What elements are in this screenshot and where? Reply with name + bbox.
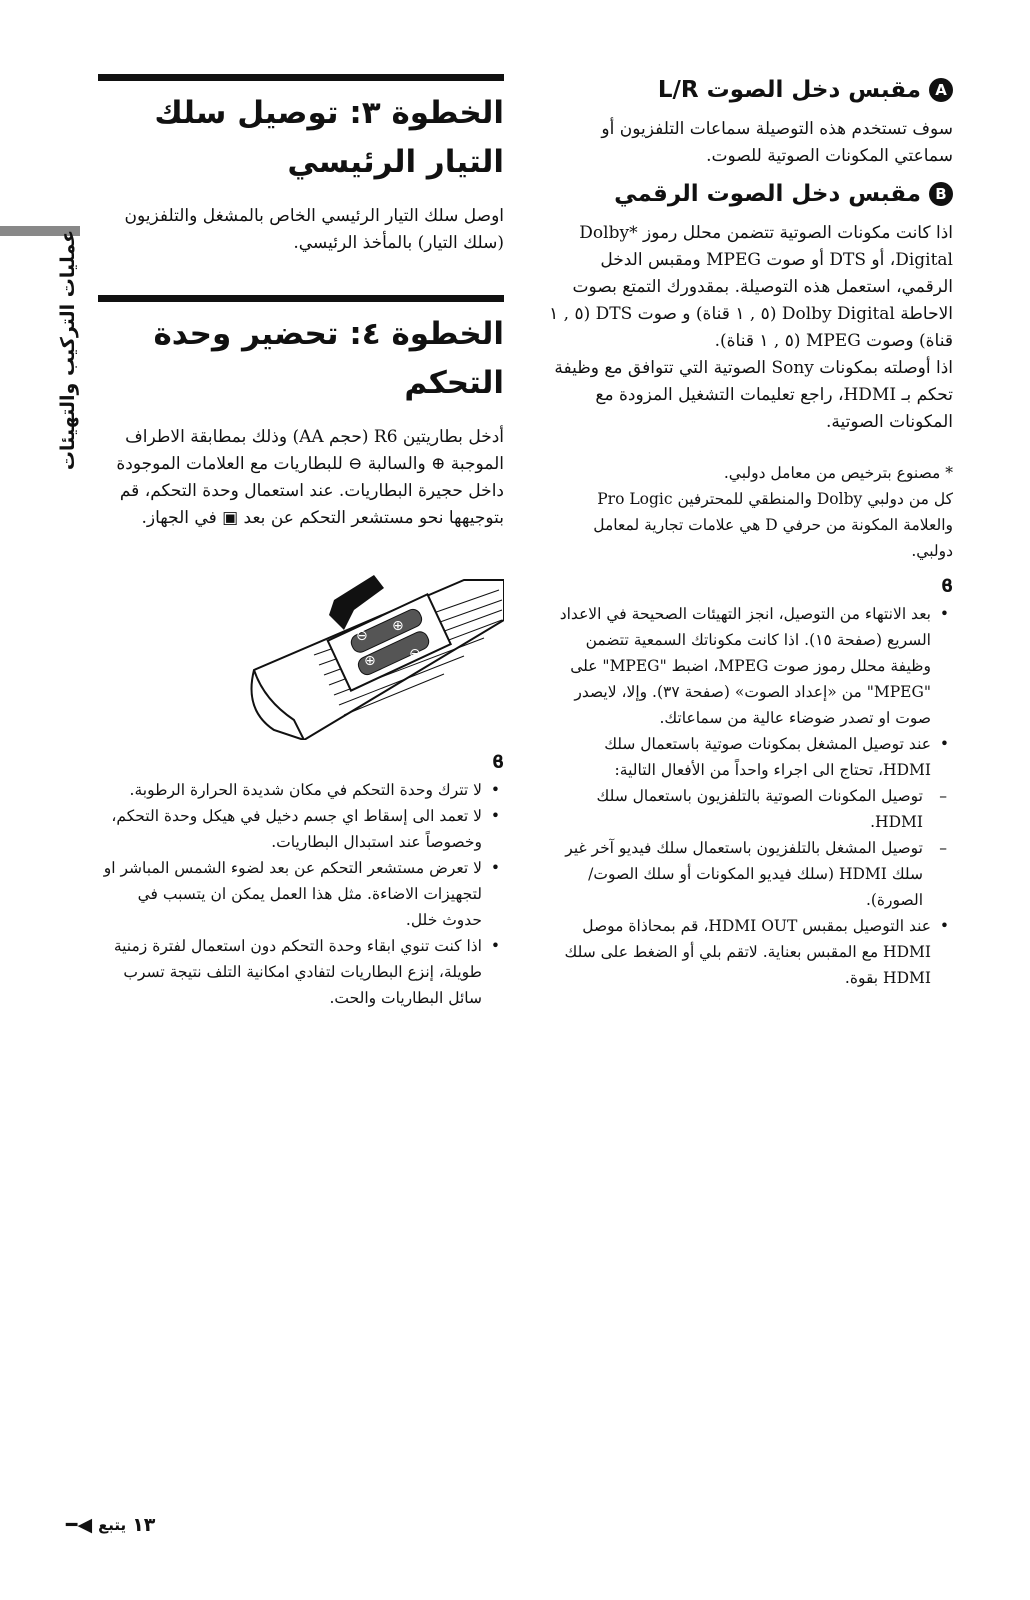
side-section-label: عمليات التركيب والتهيئات [57,229,79,471]
list-item-dash: – توصيل المشغل بالتلفزيون باستعمال سلك فيديو آخر غير سلك HDMI (سلك فيديو المكونات أو سلك الصوت/الصورة). [548,835,953,913]
list-item-dash: – توصيل المكونات الصوتية بالتلفزيون باستعمال سلك HDMI. [548,783,953,835]
note-icon: ϐ [941,576,953,597]
right-notes-list [548,601,953,991]
badge-a-icon: A [929,78,953,102]
note-icon: ϐ [492,752,504,773]
section-b-body-1: اذا كانت مكونات الصوتية تتضمن محلل رموز Dolby* Digital، أو DTS أو صوت MPEG ومقبس الدخل الرقمي، استعمل هذه التوصيلة. بمقدورك التمتع بصوت الاحاطة Dolby Digital (٥ , ١ قناة) و صوت DTS (٥ , ١ قناة) وصوت MPEG (٥ , ١ قناة). [549,223,953,351]
section-a-heading [548,74,953,106]
left-notes-list [98,777,504,1011]
section-b-heading [548,178,953,210]
step3-title: الخطوة ٣: توصيل سلك التيار الرئيسي [154,95,504,180]
arrow-left-icon: ◀━ [66,1514,93,1536]
section-rule [98,295,504,302]
left-column [98,74,504,1011]
list-item: • لا تعرض مستشعر التحكم عن بعد لضوء الشمس المباشر او لتجهيزات الاضاءة. مثل هذا العمل يمكن ان يتسبب في حدوث خلل. [98,855,504,933]
list-item: • لا تترك وحدة التحكم في مكان شديدة الحرارة الرطوبة. [98,777,504,803]
remote-control-icon [244,560,504,740]
list-item: • عند التوصيل بمقبس HDMI OUT، قم بمحاذاة موصل HDMI مع المقبس بعناية. لاتقم بلي أو الضغط على سلك HDMI بقوة. [548,913,953,991]
list-item: • عند توصيل المشغل بمكونات صوتية باستعمال سلك HDMI، تحتاج الى اجراء واحداً من الأفعال التالية: [548,731,953,783]
side-section-label-wrap [48,229,88,471]
continued-label: يتبع [98,1516,127,1534]
badge-b-icon: B [929,182,953,206]
page-number: ١٣ [132,1514,156,1536]
step4-body: أدخل بطاريتين R6 (حجم AA) وذلك بمطابقة الاطراف الموجبة ⊕ والسالبة ⊖ للبطاريات مع العلامات الموجودة داخل حجيرة البطاريات. عند استعمال وحدة التحكم، قم بتوجيهها نحو مستشعر التحكم عن بعد ▣ في الجهاز. [116,427,504,528]
list-item: • اذا كنت تنوي ابقاء وحدة التحكم دون استعمال لفترة زمنية طويلة، إنزع البطاريات لتفادي امكانية التلف نتيجة تسرب سائل البطاريات والحت. [98,933,504,1011]
section-b-body-2: اذا أوصلته بمكونات Sony الصوتية التي تتوافق مع وظيفة تحكم بـ HDMI، راجع تعليمات التشغيل المزودة مع المكونات الصوتية. [554,358,953,432]
svg-text:⊕: ⊕ [364,653,376,669]
list-item: • لا تعمد الى إسقاط اي جسم دخيل في هيكل وحدة التحكم، وخصوصاً عند استبدال البطاريات. [98,803,504,855]
footnote-2: كل من دولبي Dolby والمنطقي للمحترفين Pro Logic والعلامة المكونة من حرفي D هي علامات تجارية لمعامل دولبي. [593,490,953,560]
svg-text:⊖: ⊖ [409,646,421,662]
remote-battery-illustration [244,560,504,740]
section-a-body: سوف تستخدم هذه التوصيلة سماعات التلفزيون أو سماعتي المكونات الصوتية للصوت. [601,119,953,166]
page-footer [66,1514,155,1536]
step3-body: اوصل سلك التيار الرئيسي الخاص بالمشغل والتلفزيون (سلك التيار) بالمأخذ الرئيسي. [124,206,504,253]
section-a-title: مقبس دخل الصوت L/R [657,77,921,103]
list-item: • بعد الانتهاء من التوصيل، انجز التهيئات الصحيحة في الاعداد السريع (صفحة ١٥). اذا كانت مكوناتك السمعية تتضمن وظيفة محلل رموز صوت MPEG، اضبط "MPEG" على "MPEG" من «إعداد الصوت» (صفحة ٣٧). وإلا، لايصدر صوت او تصدر ضوضاء عالية من سماعاتك. [548,601,953,731]
svg-text:⊕: ⊕ [392,618,404,634]
footnote-1: * مصنوع بترخيص من معامل دولبي. [723,464,953,482]
step4-title: الخطوة ٤: تحضير وحدة التحكم [153,316,504,401]
right-column [548,74,953,991]
section-rule [98,74,504,81]
svg-text:⊖: ⊖ [356,628,368,644]
section-b-title: مقبس دخل الصوت الرقمي [614,181,921,207]
